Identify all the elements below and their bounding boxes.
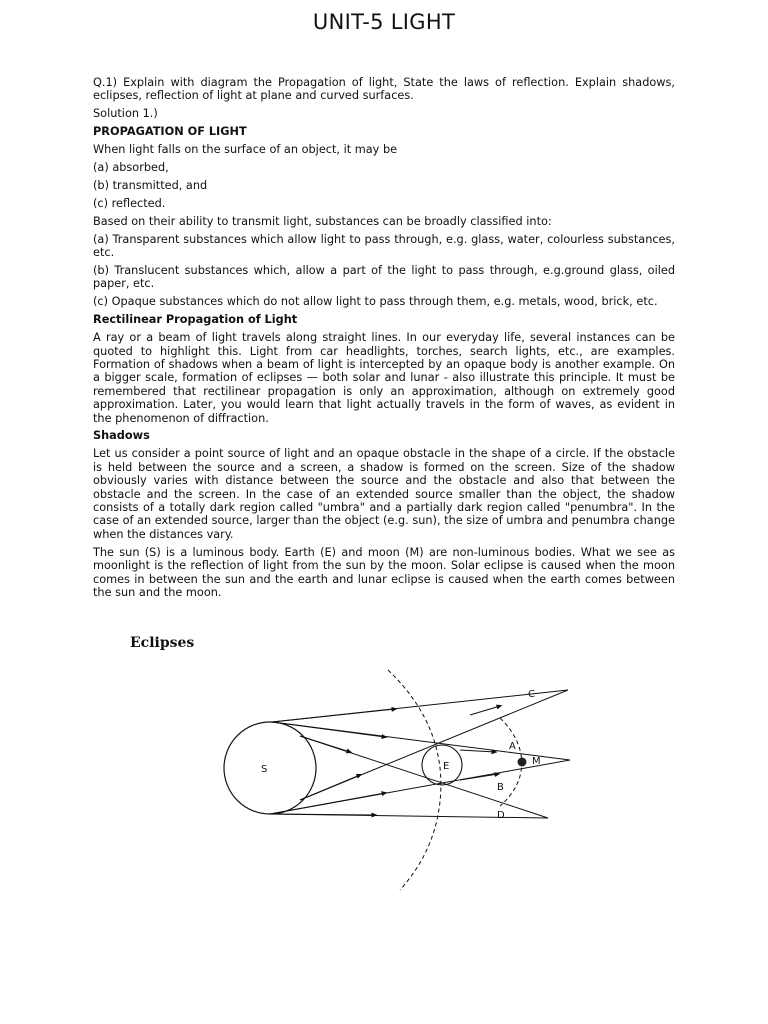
- ray-bottom-m-arrow: [270, 793, 385, 814]
- ray-bottom-d-arrow: [270, 814, 375, 815]
- question-text: Q.1) Explain with diagram the Propagation of light, State the laws of reflection. Explain shadows, eclipses, reflection of light at plane and curved surfaces.: [93, 76, 675, 103]
- earth-label: E: [443, 761, 450, 772]
- label-b: B: [497, 782, 504, 793]
- classify-intro: Based on their ability to transmit light, substances can be broadly classified into:: [93, 214, 552, 228]
- propagation-intro: When light falls on the surface of an object, it may be: [93, 143, 398, 157]
- label-d: D: [497, 810, 505, 821]
- rectilinear-text: A ray or a beam of light travels along straight lines. In our everyday life, several instances can be quoted to highlight this. Light from car headlights, torches, search lights, etc., are examples. Formation of shadows when a beam of light is intercepted by an opaque body is another example. On a bigger scale, formation of eclipses — both solar and lunar - also illustrate this principle. It must be remembered that rectilinear propagation is only an approximation, although on extremely good approximation. Later, you would learn that light actually travels in the form of waves, as evident in the phenomenon of diffraction.: [93, 331, 675, 425]
- sun-label: S: [261, 764, 268, 775]
- shadows-text-2: The sun (S) is a luminous body. Earth (E) and moon (M) are non-luminous bodies. What we see as moonlight is the reflection of light from the sun by the moon. Solar eclipse is caused when the moon comes in between the sun and the earth and lunar eclipse is caused when the earth comes between the sun and the moon.: [93, 545, 675, 599]
- shadows-text-1: Let us consider a point source of light and an opaque obstacle in the shape of a circle. If the obstacle is held between the source and a screen, a shadow is formed on the screen. Size of the shadow obviously varies with distance between the source and the obstacle and also that between the obstacle and the screen. In the case of an extended source smaller than the object, the shadow consists of a totally dark region called "umbra" and a partially dark region called "penumbra". In the case of an extended source, larger than the object (e.g. sun), the size of umbra and penumbra change when the distances vary.: [93, 447, 675, 541]
- ray-arrow-lower: [460, 774, 498, 780]
- list-item: (a) absorbed,: [93, 161, 169, 175]
- earth-circle: [422, 745, 462, 785]
- propagation-heading: PROPAGATION OF LIGHT: [93, 125, 247, 139]
- eclipse-diagram: [120, 630, 580, 900]
- ray-top-c-arrow: [272, 709, 395, 722]
- moon-label: M: [532, 756, 541, 767]
- rectilinear-heading: Rectilinear Propagation of Light: [93, 313, 298, 327]
- page-title: UNIT-5 LIGHT: [312, 10, 456, 34]
- ray-arrow-c: [470, 706, 500, 715]
- label-a: A: [509, 741, 516, 752]
- class-item: (c) Opaque substances which do not allow light to pass through them, e.g. metals, wood, brick, etc.: [93, 295, 658, 309]
- class-item: (b) Translucent substances which, allow a part of the light to pass through, e.g.ground glass, oiled paper, etc.: [93, 263, 675, 291]
- label-c: C: [528, 689, 535, 700]
- ray-arrow-upper: [460, 750, 495, 752]
- figure-title: Eclipses: [130, 635, 195, 651]
- ray-cross-a-arrow: [300, 736, 350, 752]
- sun-circle: [224, 722, 316, 814]
- document-body: [93, 76, 675, 604]
- shadows-heading: Shadows: [93, 429, 150, 443]
- solution-label: Solution 1.): [93, 107, 158, 121]
- class-item: (a) Transparent substances which allow light to pass through, e.g. glass, water, colourless substances, etc.: [93, 232, 675, 260]
- list-item: (c) reflected.: [93, 196, 166, 210]
- ray-top-m-arrow: [272, 722, 385, 737]
- ray-cross-b-arrow: [300, 775, 360, 800]
- list-item: (b) transmitted, and: [93, 178, 208, 192]
